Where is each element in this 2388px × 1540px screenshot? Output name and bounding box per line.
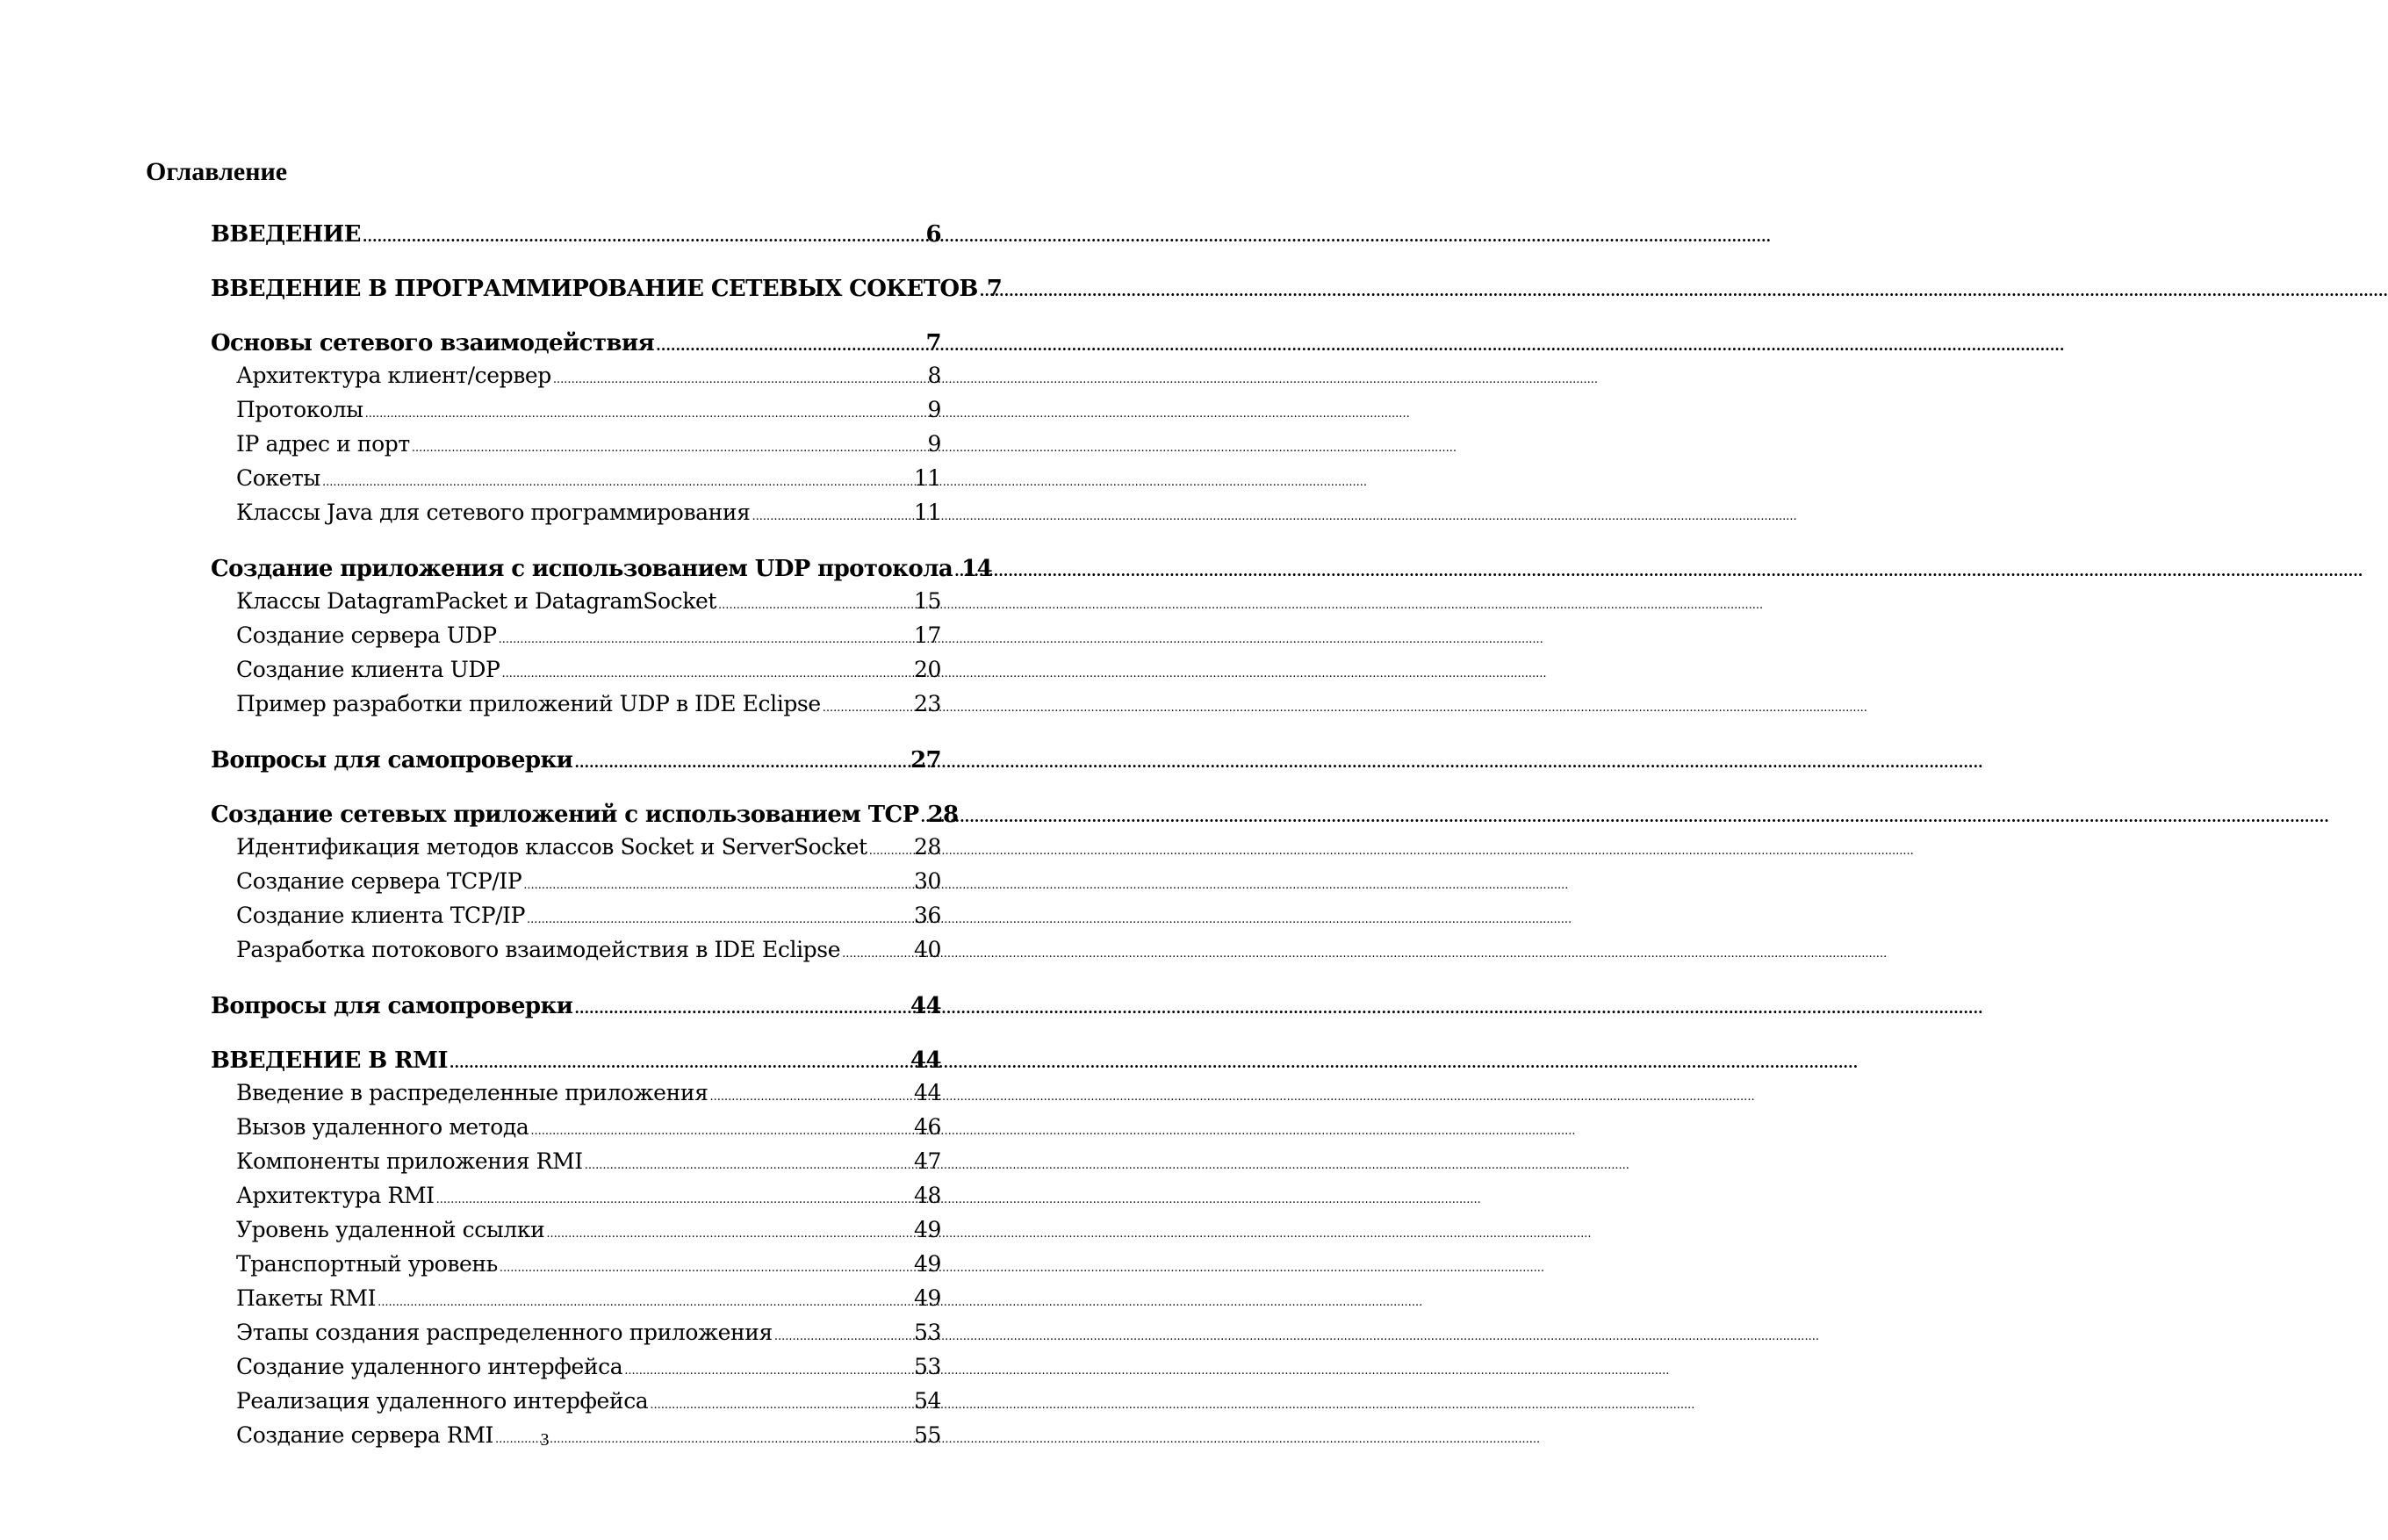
- dot-leader: [980, 277, 985, 306]
- toc-entry-page-number: 28: [913, 834, 941, 860]
- dot-leader: [378, 1288, 912, 1318]
- toc-entry-title: ВВЕДЕНИЕ: [211, 221, 361, 248]
- toc-entry-page-number: 53: [913, 1354, 941, 1379]
- toc-entry-page-number: 15: [913, 588, 941, 614]
- dot-leader: [500, 1254, 912, 1284]
- toc-entry-title: Разработка потокового взаимодействия в IDE Eclipse: [236, 937, 841, 962]
- toc-entry-title: Пакеты RMI: [236, 1285, 377, 1311]
- dot-leader: [322, 468, 912, 498]
- toc-entry-page-number: 46: [913, 1114, 941, 1140]
- toc-entry-page-number: 49: [913, 1251, 941, 1277]
- toc-entry-page-number: 7: [925, 330, 941, 356]
- dot-leader: [624, 1356, 912, 1386]
- dot-leader: [650, 1391, 912, 1421]
- toc-section-entry[interactable]: [211, 429, 941, 464]
- dot-leader: [718, 591, 912, 621]
- toc-entry-title: Протоколы: [236, 397, 363, 422]
- toc-entry-title: Уровень удаленной ссылки: [236, 1217, 545, 1242]
- toc-entry-page-number: 53: [913, 1320, 941, 1345]
- toc-entry-title: Архитектура RMI: [236, 1183, 435, 1208]
- toc-entry-page-number: 11: [913, 465, 941, 491]
- toc-entry-page-number: 9: [927, 431, 941, 457]
- dot-leader: [823, 694, 912, 723]
- toc-entry-page-number: 6: [925, 221, 941, 248]
- toc-chapter-entry[interactable]: [211, 800, 959, 832]
- toc-entry-title: Вызов удаленного метода: [236, 1114, 529, 1140]
- toc-section-entry[interactable]: [211, 1249, 941, 1284]
- dot-leader: [523, 871, 912, 901]
- toc-section-entry[interactable]: [211, 689, 941, 723]
- toc-entry-page-number: 30: [913, 868, 941, 894]
- toc-section-entry[interactable]: [211, 1147, 941, 1181]
- dot-leader: [527, 905, 912, 935]
- dot-leader: [656, 331, 924, 361]
- toc-section-entry[interactable]: [211, 621, 941, 655]
- toc-section-entry[interactable]: [211, 1352, 941, 1386]
- document-page: [0, 0, 1090, 1540]
- toc-section-entry[interactable]: [211, 1318, 941, 1352]
- toc-entry-title: Создание сервера UDP: [236, 622, 497, 648]
- toc-entry-title: Классы Java для сетевого программирования: [236, 500, 751, 525]
- toc-entry-title: Создание сетевых приложений с использованием TCP: [211, 802, 919, 828]
- toc-entry-title: ВВЕДЕНИЕ В RMI: [211, 1047, 448, 1074]
- toc-chapter-entry[interactable]: [211, 554, 993, 586]
- toc-entry-title: Создание сервера RMI: [236, 1422, 494, 1448]
- toc-section-entry[interactable]: [211, 1112, 941, 1147]
- page-number: 3: [540, 1430, 550, 1450]
- toc-entry-title: Создание приложения с использованием UDP протокола: [211, 556, 953, 582]
- toc-entry-page-number: 20: [913, 657, 941, 682]
- toc-entry-title: Создание клиента UDP: [236, 657, 500, 682]
- toc-section-entry[interactable]: [211, 586, 941, 621]
- dot-leader: [553, 365, 926, 395]
- dot-leader: [412, 434, 926, 464]
- dot-leader: [709, 1083, 912, 1112]
- toc-entry-title: Основы сетевого взаимодействия: [211, 330, 655, 356]
- dot-leader: [436, 1185, 912, 1215]
- toc-section-entry[interactable]: [211, 1386, 941, 1421]
- toc-entry-page-number: 8: [927, 363, 941, 388]
- toc-entry-page-number: 14: [961, 556, 993, 582]
- toc-entry-title: Этапы создания распределенного приложения: [236, 1320, 773, 1345]
- toc-section-entry[interactable]: [211, 655, 941, 689]
- toc-section-entry[interactable]: [211, 832, 941, 867]
- toc-entry-title: Создание сервера TCP/IP: [236, 868, 522, 894]
- toc-chapter-entry[interactable]: [211, 274, 1003, 306]
- toc-entry-page-number: 49: [913, 1285, 941, 1311]
- toc-entry-page-number: 28: [927, 802, 959, 828]
- table-of-contents: [211, 219, 1003, 1455]
- dot-leader: [585, 1151, 912, 1181]
- toc-entry-title: Вопросы для самопроверки: [211, 747, 573, 774]
- toc-entry-page-number: 49: [913, 1217, 941, 1242]
- dot-leader: [501, 659, 912, 689]
- dot-leader: [363, 222, 924, 252]
- toc-section-entry[interactable]: [211, 1078, 941, 1112]
- dot-leader: [921, 802, 926, 832]
- toc-entry-page-number: 11: [913, 500, 941, 525]
- toc-entry-page-number: 9: [927, 397, 941, 422]
- toc-section-entry[interactable]: [211, 901, 941, 935]
- toc-chapter-entry[interactable]: [211, 328, 941, 361]
- toc-entry-title: Создание удаленного интерфейса: [236, 1354, 623, 1379]
- dot-leader: [842, 939, 912, 969]
- toc-entry-title: Создание клиента TCP/IP: [236, 903, 526, 928]
- dot-leader: [752, 502, 912, 532]
- toc-chapter-entry[interactable]: [211, 991, 941, 1024]
- dot-leader: [574, 994, 909, 1024]
- toc-entry-title: Сокеты: [236, 465, 320, 491]
- toc-entry-title: Компоненты приложения RMI: [236, 1148, 583, 1174]
- toc-entry-title: ВВЕДЕНИЕ В ПРОГРАММИРОВАНИЕ СЕТЕВЫХ СОКЕТОВ: [211, 276, 978, 302]
- toc-entry-page-number: 36: [913, 903, 941, 928]
- toc-entry-page-number: 44: [910, 993, 941, 1019]
- toc-entry-page-number: 48: [913, 1183, 941, 1208]
- toc-section-entry[interactable]: [211, 464, 941, 498]
- toc-heading: Оглавление: [146, 157, 288, 186]
- toc-section-entry[interactable]: [211, 1181, 941, 1215]
- dot-leader: [365, 399, 926, 429]
- toc-section-entry[interactable]: [211, 1284, 941, 1318]
- dot-leader: [546, 1220, 912, 1249]
- toc-section-entry[interactable]: [211, 395, 941, 429]
- toc-entry-page-number: 47: [913, 1148, 941, 1174]
- toc-entry-page-number: 23: [913, 691, 941, 716]
- toc-entry-title: Введение в распределенные приложения: [236, 1080, 708, 1105]
- dot-leader: [499, 625, 912, 655]
- toc-chapter-entry[interactable]: [211, 745, 941, 778]
- toc-entry-page-number: 54: [913, 1388, 941, 1414]
- toc-entry-title: Вопросы для самопроверки: [211, 993, 573, 1019]
- toc-entry-page-number: 40: [913, 937, 941, 962]
- toc-entry-page-number: 44: [913, 1080, 941, 1105]
- toc-entry-page-number: 27: [910, 747, 941, 774]
- toc-entry-page-number: 44: [910, 1047, 941, 1074]
- toc-entry-page-number: 55: [913, 1422, 941, 1448]
- toc-chapter-entry[interactable]: [211, 1046, 941, 1078]
- toc-entry-title: Идентификация методов классов Socket и ServerSocket: [236, 834, 867, 860]
- toc-entry-title: Архитектура клиент/сервер: [236, 363, 551, 388]
- dot-leader: [774, 1322, 912, 1352]
- toc-chapter-entry[interactable]: [211, 219, 941, 252]
- toc-section-entry[interactable]: [211, 867, 941, 901]
- dot-leader: [574, 748, 909, 778]
- toc-entry-title: Пример разработки приложений UDP в IDE Eclipse: [236, 691, 821, 716]
- dot-leader: [530, 1117, 912, 1147]
- dot-leader: [954, 557, 960, 586]
- toc-section-entry[interactable]: [211, 1215, 941, 1249]
- toc-entry-title: Классы DatagramPacket и DatagramSocket: [236, 588, 717, 614]
- dot-leader: [869, 837, 912, 867]
- toc-entry-title: Транспортный уровень: [236, 1251, 498, 1277]
- toc-section-entry[interactable]: [211, 935, 941, 969]
- toc-entry-title: Реализация удаленного интерфейса: [236, 1388, 649, 1414]
- toc-section-entry[interactable]: [211, 498, 941, 532]
- toc-section-entry[interactable]: [211, 361, 941, 395]
- toc-entry-page-number: 7: [986, 276, 1003, 302]
- toc-entry-title: IP адрес и порт: [236, 431, 410, 457]
- toc-entry-page-number: 17: [913, 622, 941, 648]
- dot-leader: [450, 1048, 909, 1078]
